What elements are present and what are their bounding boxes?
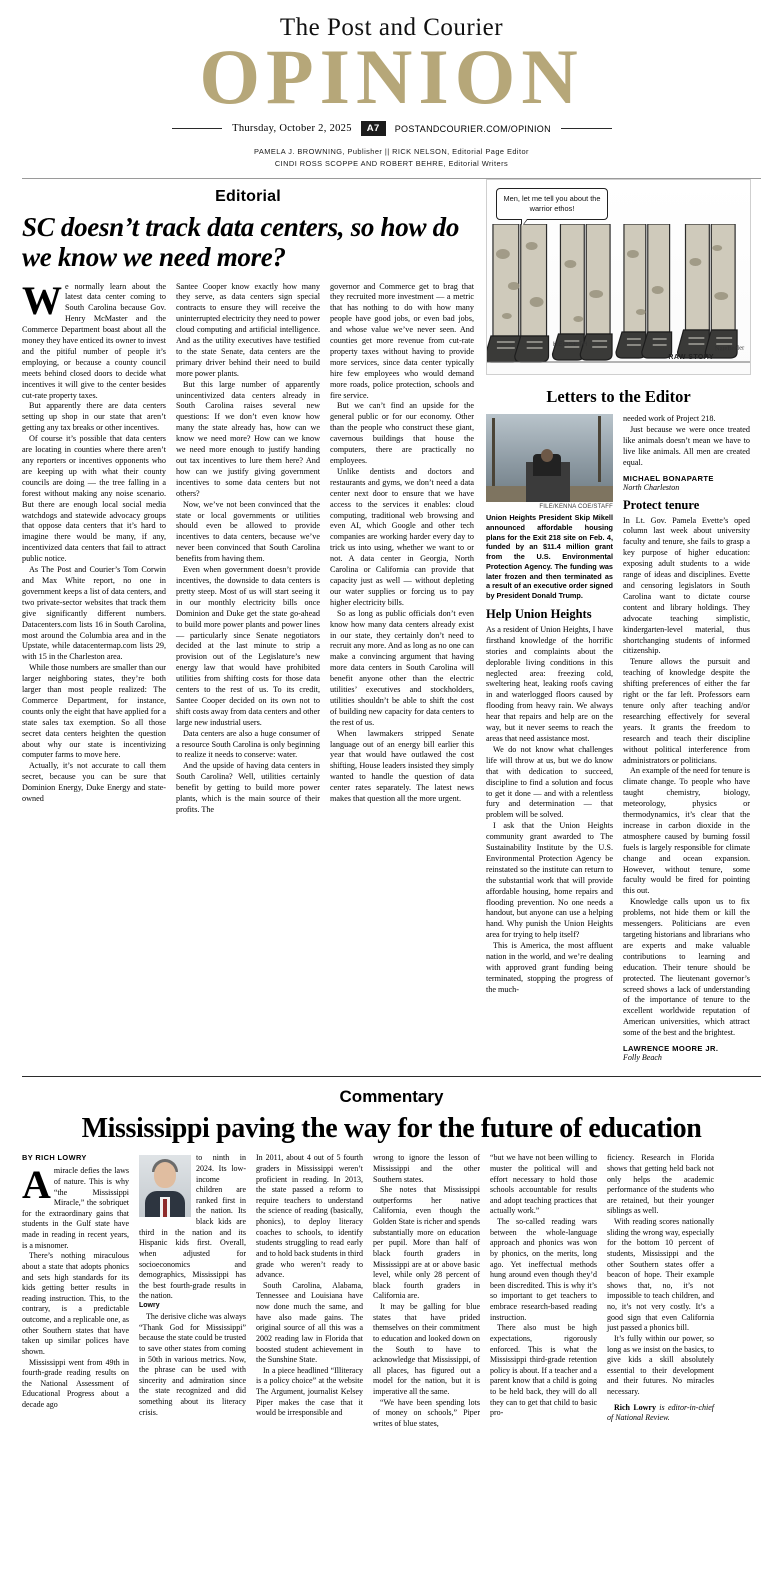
paragraph: Of course it’s possible that data centers are locating in counties where there aren’t any reporters or incentives opponents who are keeping up with what their county councils are doing — the tree falling in a forest without making any noise scenario. But there are enough local social media watchdogs and statewide advocacy groups that oppose data centers that it’s hard to imagine there would be many, if any, incentivized data centers that fail to attract public notice. <box>22 434 166 564</box>
paragraph: Tenure allows the pursuit and teaching of knowledge despite the shifting preferences of either the far right or the far left. Professors earn tenure only after teaching and/or researching effectively for several years. It grants the freedom to research and teach their discipline without political interference from administrators or politicians. <box>623 657 750 765</box>
paragraph: With reading scores nationally sliding the wrong way, especially for the bottom 10 percent of students, Mississippi and the other Southern states offer a beacon of hope. Their example shows that, no, it’s not impossible to teach children, and no, it’s not very costly. It’s a good sign that even California just passed a phonics bill. <box>607 1217 714 1333</box>
paragraph: There also must be high expectations, rigorously enforced. This is what the Mississippi third-grade retention policy is about. If a teacher and a parent know that a child is going to be held back, they will do all they can to get that child to basic pro- <box>490 1323 597 1418</box>
drop-cap: A <box>22 1162 51 1208</box>
letter-title: Protect tenure <box>623 497 700 512</box>
paragraph: But this large number of apparently unincentivized data centers already in South Carolina raises several new questions: If we don’t even know how many the state already has, how can we know we need more? How can we know we need more enough to justify handing out tax incentives to lure them here? And how can we justify giving government incentives to some data centers but not others? <box>176 379 320 498</box>
commentary-columns <box>22 1153 761 1429</box>
paragraph: The derisive cliche was always “Thank God for Mississippi” because the state could be trusted to save other states from coming in 50th in various metrics. Now, the phrase can be used with sincerity and admiration since the state recognized and did something about its literacy crisis. <box>139 1312 246 1417</box>
editorial-column-3 <box>330 282 474 816</box>
commentary-column-6 <box>607 1153 714 1429</box>
paragraph: As a resident of Union Heights, I have firsthand knowledge of the horrific stories and complaints about the deplorable living conditions in this neglected area: freezing cold, sweltering heat, leaking roofs caving in and waterlogged floors caused by flooding from heavy rain. We always hear that repairs and help are on the way, but it never seems to reach the areas that need assistance most. <box>486 624 613 743</box>
cartoon-speech-bubble: Men, let me tell you about the warrior ethos! <box>496 188 608 220</box>
paragraph: ficiency. Research in Florida shows that getting held back not only helps the academic performance of the students who are retained, but their younger siblings as well. <box>607 1153 714 1216</box>
paragraph <box>22 1162 129 1251</box>
paragraph-text: e normally learn about the latest data center coming to South Carolina because Gov. Henry McMaster and the Commerce Department boast about all the money they have enticed its owner to invest and the pitiful number of people it’s employing, or because a county council meets behind closed doors to decide what incentives it will give to the center besides cut-rate property taxes. <box>22 281 166 400</box>
paragraph: In Lt. Gov. Pamela Evette’s oped column last week about university faculty and tenure, she fails to grasp a key purpose of higher education: exposing adult students to a wide range of ideas and disciplines. Evette and censoring legislators in South Carolina want to dictate course content and library holdings. They advocate teaching simplistic, kindergarten-level material, thus shortchanging students of informed citizenship. <box>623 515 750 656</box>
photo-speaker-head <box>541 449 553 462</box>
paragraph: Mississippi went from 49th in fourth-grade reading results on the National Assessment of Educational Progress about a decade ago <box>22 1357 129 1410</box>
commentary-signoff <box>607 1403 714 1424</box>
letters-column-2 <box>623 414 750 1067</box>
letters-photo <box>486 414 613 502</box>
paragraph: This is America, the most affluent nation in the world, and we’re dealing with approved grant funding being terminated, stopping the progress of the much- <box>486 941 613 994</box>
photo-credit: FILE/KENNA COE/STAFF <box>539 504 613 511</box>
masthead-rule <box>172 118 612 138</box>
paragraph: As The Post and Courier’s Tom Corwin and Max White report, no one in government keeps a list of data centers, and two private-sector websites that track them give significantly different numbers. Datacenters.com lists 16 in South Carolina, most around the Columbia area and in the Upstate, while datacentermap.com lists 29, with 15 in the Charleston area. <box>22 565 166 662</box>
paragraph: wrong to ignore the lesson of Mississippi and the other Southern states. <box>373 1153 480 1184</box>
paragraph: It’s fully within our power, so long as we insist on the basics, to give kids a skill absolutely essential to their development and their futures. No miracles necessary. <box>607 1333 714 1397</box>
cartoon-label-hegseth: HEGSETH <box>553 341 588 349</box>
page-number-badge: A7 <box>361 121 386 136</box>
photo-tree-left <box>492 418 495 488</box>
editorial-label: Editorial <box>215 188 281 206</box>
paragraph <box>139 1153 246 1302</box>
paragraph: But we can’t find an upside for the general public or for our economy. Other than the people who construct these giant, cavernous buildings that house the computers, there are practically no employees. <box>330 401 474 465</box>
editorial-section <box>22 179 761 1067</box>
paragraph: But apparently there are data centers setting up shop in our state that aren’t getting any tax breaks or other incentives. <box>22 401 166 433</box>
commentary-column-3 <box>256 1153 363 1429</box>
paragraph: needed work of Project 218. <box>623 414 716 424</box>
paragraph: And the upside of having data centers in South Carolina? Well, utilities certainly benefit by getting to build more power plants, which is the main source of their profits. The <box>176 761 320 814</box>
paragraph: So as long as public officials don’t even know how many data centers already exist in our state, they certainly don’t need to recruit any more. And as long as no one can make a convincing argument that having more data centers in South Carolina will benefit anyone other than the electric utilities’ executives and stockholders, utilities shouldn’t be able to shift the cost of building new capacity for data centers to the rest of us. <box>330 608 474 727</box>
commentary-byline: BY RICH LOWRY <box>22 1153 87 1163</box>
paragraph: Santee Cooper know exactly how many they serve, as data centers sign special contracts to ensure they will receive the uninterrupted electricity they need to power cloud computing and artificial intelligence. And as the utility executives have testified to the state Senate, data centers are the primary driver behind their need to build more power plants. <box>176 281 320 378</box>
commentary-signoff-rest: is editor-in-chief of National Review. <box>607 1402 714 1423</box>
paragraph: An example of the need for tenure is climate change. To people who have taught chemistry, biology, meteorology, physics or thermodynamics, it’s clear that the increase in carbon dioxide in the atmosphere caused by burning fossil fuels is largely responsible for climate change and ocean expansion. However, without tenure, some faculty would be fired for pointing this out. <box>623 766 750 896</box>
commentary-label: Commentary <box>339 1087 444 1107</box>
paragraph: Knowledge calls upon us to fix problems, not hide them or kill the messengers. Politicians are even targeting historians and librarians who are experts and make valuable contributions to learning and education. Their tenure should be protected. The lieutenant governor’s screed shows a lack of understanding of the importance of tenure to the excellent worldwide reputation of American universities, which attract some of the best and the brightest. <box>623 897 750 1038</box>
paragraph: South Carolina, Alabama, Tennessee and Louisiana have now done much the same, and have also made gains. The original source of all this was a 2002 reading law in Florida that boosted student achievement in the Sunshine State. <box>256 1280 363 1365</box>
editorial-headline: SC doesn’t track data centers, so how do we know we need more? <box>22 212 460 273</box>
paragraph: In 2011, about 4 out of 5 fourth graders in Mississippi weren’t proficient in reading. In 2013, the state passed a reform to require teachers to understand the science of reading (basically, phonics), to deploy literacy coaches to schools, to identify students struggling to read early and to hold back students in third grade who weren’t ready to advance. <box>256 1153 363 1280</box>
commentary-headline: Mississippi paving the way for the future of education <box>81 1113 702 1145</box>
paragraph: It may be galling for blue states that have prided themselves on their commitment to education and looked down on the South to have to acknowledge that Mississippi, of all places, has figured out a model for the nation, but it is imperative all the same. <box>373 1302 480 1397</box>
paragraph-text: to ninth in 2024. Its low-income children are ranked first in the nation. Its black kids are third in the nation and its Hispanic kids first. Overall, when adjusted for socioeconomics and demographics, Mississippi has the best fourth-grade results in the nation. <box>139 1153 246 1301</box>
paragraph: Just because we were once treated like animals doesn’t mean we have to live like animals. All men are created equal. <box>623 424 750 467</box>
paragraph: When lawmakers stripped Senate language out of an energy bill earlier this year that would have outlawed the cost shifting, House leaders insisted they simply wanted to handle the question of data center rates separately. The latest news makes that question all the more urgent. <box>330 728 474 804</box>
rule-right <box>561 128 612 129</box>
commentary-column-1 <box>22 1153 129 1429</box>
paragraph <box>22 277 166 402</box>
letter-signature-place: North Charleston <box>623 482 680 492</box>
paragraph: In a piece headlined “Illiteracy is a policy choice” at the website The Argument, journalist Kelsey Piper makes the case that it would be irresponsible and <box>256 1365 363 1418</box>
commentary-column-2 <box>139 1153 246 1429</box>
staff-line-publisher: PAMELA J. BROWNING, Publisher || RICK NELSON, Editorial Page Editor <box>254 147 529 157</box>
paragraph: governor and Commerce get to brag that they recruited more investment — a metric that has nothing to do with how many people have good jobs, or even bad jobs, and whose value we’ve never seen. And counties get more revenue from cut-rate property taxes without having to provide more services, since data center typically hire few employees who would demand more roads, police protection, schools and fire service. <box>330 281 474 400</box>
paragraph: Now, we’ve not been convinced that the state or local governments or utilities should even be allowed to provide incentives to data centers, because we’ve never been convinced that South Carolina benefits from having them. <box>176 499 320 564</box>
author-portrait <box>139 1155 191 1217</box>
editorial-body <box>22 179 474 1067</box>
cartoonist-signature: NateBeeler <box>714 344 745 353</box>
letter-signature-name: LAWRENCE MOORE JR. <box>623 1044 719 1054</box>
paragraph-text: miracle defies the laws of nature. This is why “the Mississippi Miracle,” the sobriquet for the extraordinary gains that students in the Gulf state have made in reading in recent years, is a misnomer. <box>22 1166 129 1250</box>
rule-left <box>172 128 223 129</box>
paragraph: “We have been spending lots of money on schools,” Piper writes of blue states, <box>373 1397 480 1428</box>
cartoon-illustration <box>487 224 750 374</box>
paper-name: The Post and Courier <box>279 14 504 41</box>
editorial-cartoon <box>486 179 751 375</box>
letters-section-title: Letters to the Editor <box>546 387 691 407</box>
letters-column-1 <box>486 414 613 1067</box>
commentary-column-4 <box>373 1153 480 1429</box>
section-word: OPINION <box>199 33 584 120</box>
staff-credits <box>22 146 761 169</box>
paragraph: Even when government doesn’t provide incentives, the downside to data centers is pretty steep. Most of us will start seeing it in our monthly electricity bills once Dominion and Duke get the state go-ahead to build more power plants and power lines — particularly since Senate negotiators decided at the last minute to strip a provision out of the Legislature’s new energy law that would have prohibited utilities from shifting costs for those data centers to the rest of us. To its credit, Santee Cooper decided on its own not to shift costs away from data centers and other large new industrial users. <box>176 565 320 727</box>
dateline-row <box>232 118 551 138</box>
paragraph: While those numbers are smaller than our larger neighboring states, they’re both larger than most people realized: The Commerce Department, for instance, counts only the eight that have applied for a state sales tax exemption. So all those secret data centers heighten the question about why our state is incentivizing computer farms to move here. <box>22 663 166 760</box>
author-portrait-caption: Lowry <box>139 1302 160 1310</box>
paragraph: The so-called reading wars between the whole-language approach and phonics was won by phonics, on the merits, long ago. Yet ineffectual methods hung around even though they’d been discredited. This is why it’s so important to get teachers to embrace research-based reading instruction. <box>490 1217 597 1322</box>
paragraph: Data centers are also a huge consumer of a resource South Carolina is only beginning to realize it needs to conserve: water. <box>176 728 320 760</box>
letter-signature-place: Folly Beach <box>623 1053 662 1063</box>
paragraph: “but we have not been willing to muster the political will and effort necessary to hold those schools accountable for results and adopt teaching practices that actually work.” <box>490 1153 597 1216</box>
masthead <box>22 14 761 169</box>
commentary-signoff-name: Rich Lowry <box>614 1402 656 1412</box>
editorial-column-1 <box>22 277 166 816</box>
paragraph: I ask that the Union Heights community grant awarded to The Sustainability Institute by the U.S. Environmental Protection Agency be reinstated so the institute can return to the substantial work that will provide affordable housing, home repairs and flooding prevention. No one needs a handout, but anyone can use a helping hand. Why punish the Union Heights area for trying to help itself? <box>486 821 613 940</box>
staff-line-writers: CINDI ROSS SCOPPE AND ROBERT BEHRE, Editorial Writers <box>274 158 509 168</box>
photo-caption: Union Heights President Skip Mikell announced affordable housing plans for the Exit 218 site on Feb. 4, funded by an $11.4 million grant from the U.S. Environmental Protection Agency. The funding was later frozen and then terminated as a result of an executive order signed by President Donald Trump. <box>486 513 613 601</box>
drop-cap: W <box>22 277 62 323</box>
cartoon-label-source: RAW STORY <box>668 354 714 362</box>
divider-commentary <box>22 1076 761 1077</box>
commentary-section <box>22 1087 761 1429</box>
letter-title: Help Union Heights <box>486 606 592 621</box>
paragraph: Unlike dentists and doctors and restaurants and gyms, we don’t need a data center next door to ensure that we have access to the services it enables: cloud computing, traditional web browsing and even AI, which Google and other tech companies are working harder every day to trick us into using, whether we want to or not. A data center in Georgia, North Carolina or California can provide that capacity just as well — without depleting our water supplies or forcing us to pay higher electricity bills. <box>330 466 474 607</box>
letters-columns <box>486 414 751 1067</box>
issue-date: Thursday, October 2, 2025 <box>232 123 352 135</box>
paragraph: She notes that Mississippi outperforms her native California, even though the Golden State is richer and spends substantially more on education per pupil. More than half of black fourth graders in Mississippi are at or above basic level, while only 28 percent of black fourth graders in California are. <box>373 1185 480 1301</box>
paragraph: Actually, it’s not accurate to call them secret, because you can be sure that Dominion Energy, Duke Energy and state-owned <box>22 761 166 804</box>
commentary-column-5 <box>490 1153 597 1429</box>
photo-tree-right <box>598 416 601 482</box>
site-url: POSTANDCOURIER.COM/OPINION <box>394 123 551 134</box>
editorial-column-2 <box>176 282 320 816</box>
right-rail <box>486 179 751 1067</box>
paragraph: There’s nothing miraculous about a state that adopts phonics and sets high standards for its kids getting better results in reading instruction. This, to the contrary, is a predictable outcome, and a replicable one, as other Southern states that have taken up similar polices have shown. <box>22 1251 129 1356</box>
paragraph: We do not know what challenges life will throw at us, but we do know that with dedication to succeed, discipline to find a solution and focus to get it done — and with a relentless fury and determination — that problem will be solved. <box>486 744 613 820</box>
letter-signature-name: MICHAEL BONAPARTE <box>623 473 714 483</box>
editorial-columns <box>22 277 474 816</box>
